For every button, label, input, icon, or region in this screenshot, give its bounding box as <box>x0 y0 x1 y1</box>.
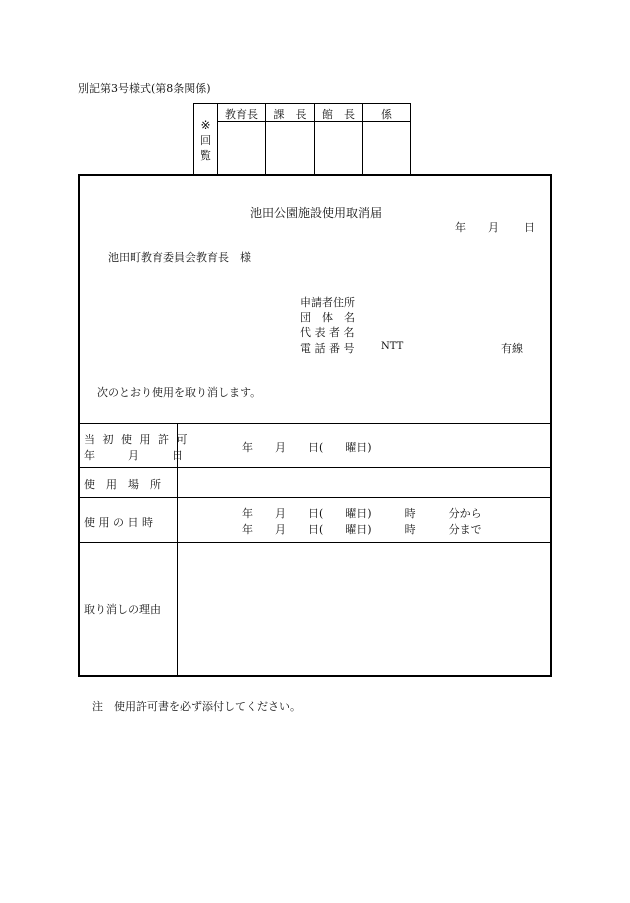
header-kakari: 係 <box>381 108 392 121</box>
original-permit-date-label-b: 年 月 日 <box>84 449 183 462</box>
header-kancho: 館 長 <box>322 108 355 121</box>
date-month: 月 <box>488 221 499 234</box>
group-name-label: 団 体 名 <box>300 311 355 324</box>
cancellation-statement: 次のとおり使用を取り消します。 <box>97 386 262 399</box>
usage-datetime-to: 年 月 日( 曜日) 時 分まで <box>242 523 482 536</box>
date-year: 年 <box>455 221 466 234</box>
original-permit-date-value: 年 月 日( 曜日) <box>242 441 372 454</box>
ntt-label: NTT <box>381 341 404 352</box>
cancellation-reason-label: 取り消しの理由 <box>84 603 161 616</box>
form-reference: 別記第3号様式(第8条関係) <box>78 82 211 95</box>
representative-label: 代 表 者 名 <box>300 326 355 339</box>
addressee: 池田町教育委員会教育長 様 <box>108 251 251 264</box>
usage-datetime-from: 年 月 日( 曜日) 時 分から <box>242 507 482 520</box>
phone-label: 電 話 番 号 <box>300 342 355 355</box>
attachment-note: 注 使用許可書を必ず添付してください。 <box>92 700 301 713</box>
form-title: 池田公園施設使用取消届 <box>250 206 383 220</box>
applicant-address-label: 申請者住所 <box>300 296 355 309</box>
circulation-label-2: 覧 <box>200 149 211 162</box>
cable-label: 有線 <box>501 342 523 355</box>
date-day: 日 <box>524 221 535 234</box>
original-permit-date-label-a: 当 初 使 用 許 可 <box>84 433 190 446</box>
circulation-mark: ※ <box>200 118 211 132</box>
circulation-label-1: 回 <box>200 134 211 147</box>
header-kyoikucho: 教育長 <box>225 108 258 121</box>
usage-datetime-label: 使 用 の 日 時 <box>84 516 153 529</box>
usage-location-label: 使 用 場 所 <box>84 478 161 491</box>
header-kacho: 課 長 <box>273 108 307 121</box>
